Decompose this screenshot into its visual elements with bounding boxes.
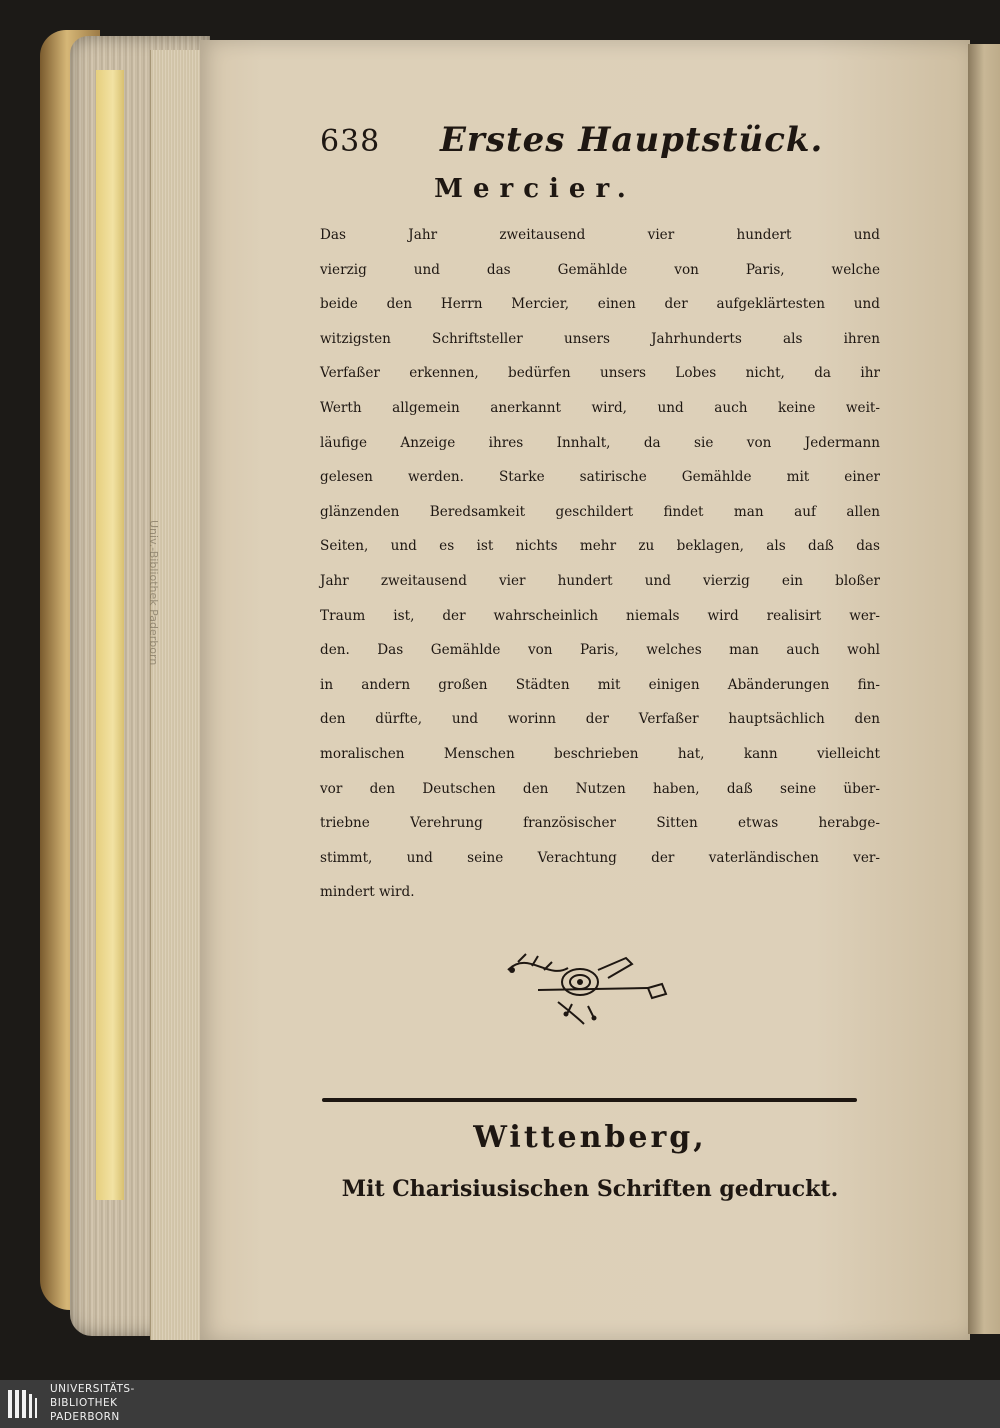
library-logo-text	[50, 1382, 135, 1424]
text-line: Seiten, und es ist nichts mehr zu beklagen, als daß das	[320, 538, 880, 555]
section-title: Mercier.	[434, 174, 636, 204]
running-title: Erstes Hauptstück.	[440, 120, 824, 160]
library-stamp: Univ.-Bibliothek Paderborn	[147, 520, 160, 666]
text-line: beide den Herrn Mercier, einen der aufgeklärtesten und	[320, 296, 880, 313]
printer-ornament	[498, 940, 678, 1030]
text-line: Das Jahr zweitausend vier hundert und	[320, 227, 880, 243]
text-line: mindert wird.	[320, 884, 415, 901]
text-line: moralischen Menschen beschrieben hat, kann vielleicht	[320, 745, 880, 762]
text-line: den. Das Gemählde von Paris, welches man auch wohl	[320, 642, 880, 659]
text-line: glänzenden Beredsamkeit geschildert findet man auf allen	[320, 503, 880, 520]
facing-page-edge	[968, 44, 1000, 1334]
imprint-place: Wittenberg,	[473, 1120, 707, 1155]
horizontal-rule	[322, 1098, 857, 1102]
text-line: gelesen werden. Starke satirische Gemählde mit einer	[320, 469, 880, 486]
page-number: 638	[320, 124, 381, 159]
page-content	[320, 120, 880, 910]
logo-line-3: PADERBORN	[50, 1411, 120, 1423]
page-header	[320, 120, 880, 180]
text-line: den dürfte, und worinn der Verfaßer hauptsächlich den	[320, 711, 880, 728]
text-line: vierzig und das Gemählde von Paris, welche	[320, 261, 880, 278]
logo-line-1: UNIVERSITÄTS-	[50, 1383, 135, 1395]
imprint-printer: Mit Charisiusischen Schriften gedruckt.	[341, 1176, 839, 1202]
text-line: vor den Deutschen den Nutzen haben, daß seine über-	[320, 780, 880, 797]
body-text	[320, 218, 880, 910]
logo-line-2: BIBLIOTHEK	[50, 1397, 118, 1409]
text-line: Traum ist, der wahrscheinlich niemals wird realisirt wer-	[320, 607, 880, 624]
text-line: läufige Anzeige ihres Innhalt, da sie von Jedermann	[320, 434, 880, 451]
text-line: in andern großen Städten mit einigen Abänderungen fin-	[320, 676, 880, 693]
library-footer-bar	[0, 1380, 1000, 1428]
text-line: Verfaßer erkennen, bedürfen unsers Lobes nicht, da ihr	[320, 365, 880, 382]
library-logo-icon	[6, 1386, 42, 1422]
text-line: witzigsten Schriftsteller unsers Jahrhunderts als ihren	[320, 330, 880, 347]
text-line: Jahr zweitausend vier hundert und vierzig ein bloßer	[320, 572, 880, 589]
text-line: stimmt, und seine Verachtung der vaterländischen ver-	[320, 849, 880, 866]
text-line: Werth allgemein anerkannt wird, und auch keine weit-	[320, 399, 880, 416]
text-line: triebne Verehrung französischer Sitten etwas herabge-	[320, 815, 880, 832]
